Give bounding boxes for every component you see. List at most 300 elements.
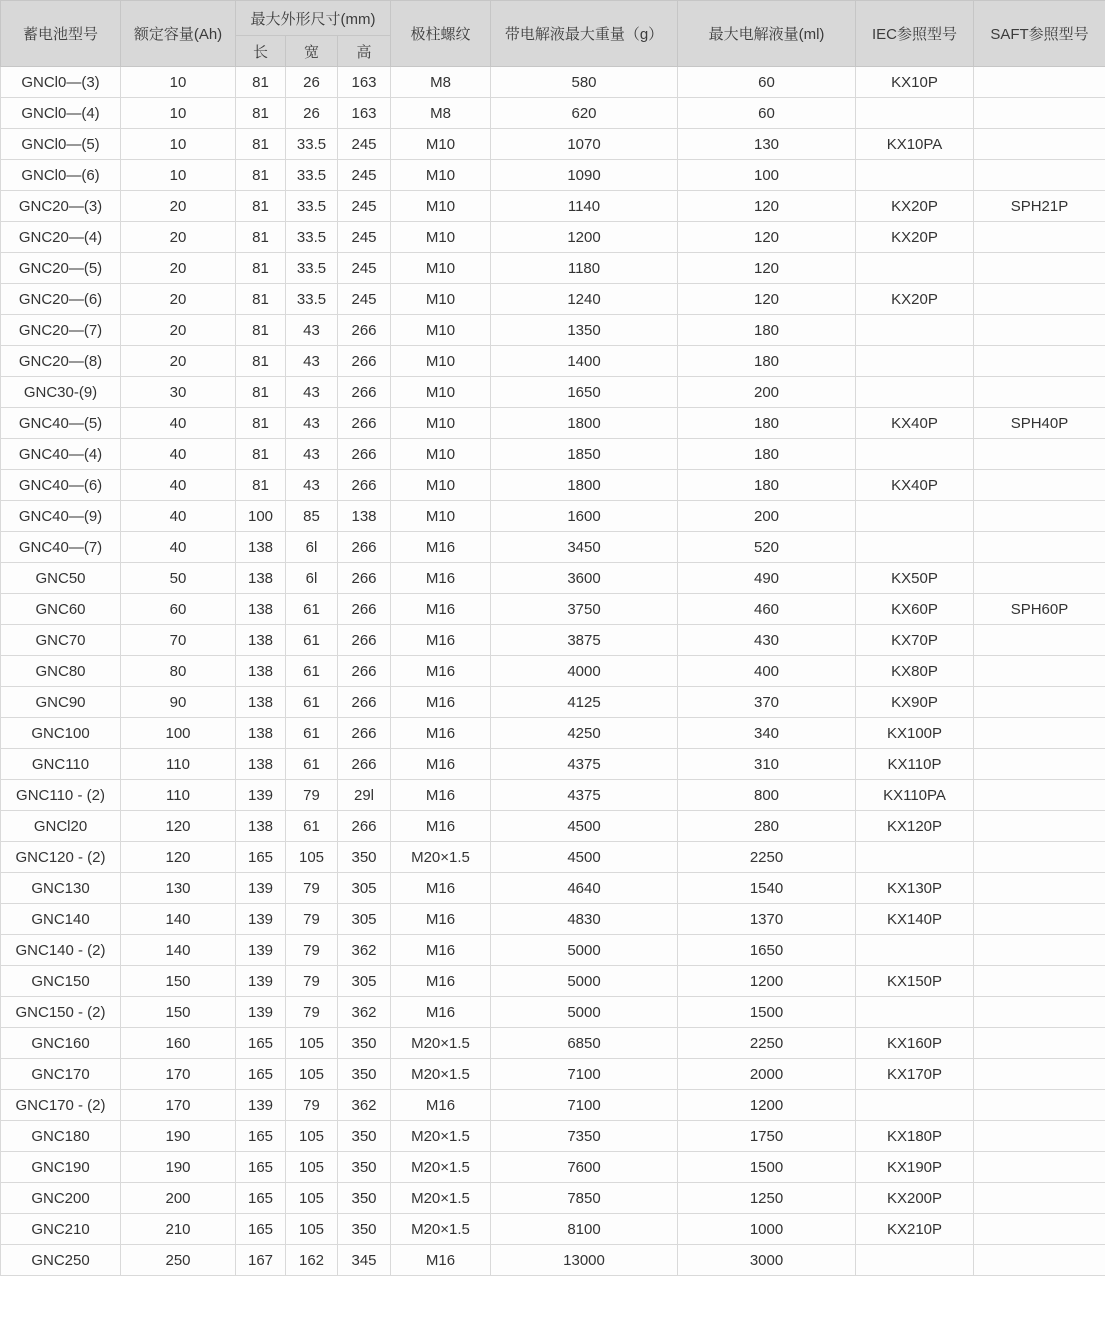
table-cell: 79 [286, 966, 338, 997]
table-cell: 400 [678, 656, 856, 687]
table-cell: GNC190 [1, 1152, 121, 1183]
table-cell: 4375 [491, 749, 678, 780]
table-cell: 26 [286, 98, 338, 129]
table-cell: 79 [286, 1090, 338, 1121]
table-cell: M16 [391, 935, 491, 966]
table-row [1, 904, 1105, 935]
table-cell: 61 [286, 811, 338, 842]
table-cell: GNC170 - (2) [1, 1090, 121, 1121]
table-cell: M8 [391, 98, 491, 129]
table-cell: 139 [236, 904, 286, 935]
table-cell: 7600 [491, 1152, 678, 1183]
table-cell: M16 [391, 1090, 491, 1121]
table-cell: 266 [338, 718, 391, 749]
table-cell: 310 [678, 749, 856, 780]
table-cell: M16 [391, 997, 491, 1028]
table-row [1, 966, 1105, 997]
column-header-iec: IEC参照型号 [856, 1, 974, 67]
table-cell: 79 [286, 997, 338, 1028]
table-cell [974, 904, 1105, 935]
column-header-height: 高 [338, 36, 391, 67]
table-cell: KX10P [856, 67, 974, 98]
table-cell: KX100P [856, 718, 974, 749]
table-row [1, 160, 1105, 191]
table-cell: 1600 [491, 501, 678, 532]
table-row [1, 253, 1105, 284]
table-cell [974, 470, 1105, 501]
column-header-saft: SAFT参照型号 [974, 1, 1105, 67]
table-cell: 162 [286, 1245, 338, 1276]
table-cell: 165 [236, 1059, 286, 1090]
table-cell: 81 [236, 408, 286, 439]
table-cell: 43 [286, 408, 338, 439]
table-cell: M10 [391, 160, 491, 191]
table-cell: 4375 [491, 780, 678, 811]
table-cell: GNCl0—(4) [1, 98, 121, 129]
table-cell: 6l [286, 563, 338, 594]
table-cell: GNCl20 [1, 811, 121, 842]
table-cell: GNC130 [1, 873, 121, 904]
table-cell: 40 [121, 501, 236, 532]
table-cell: M16 [391, 687, 491, 718]
table-row [1, 780, 1105, 811]
table-cell: 163 [338, 67, 391, 98]
table-cell: M16 [391, 718, 491, 749]
table-cell: GNC250 [1, 1245, 121, 1276]
table-cell: 7350 [491, 1121, 678, 1152]
table-cell: GNC70 [1, 625, 121, 656]
table-cell: 138 [236, 811, 286, 842]
table-cell [974, 1028, 1105, 1059]
table-cell: 20 [121, 315, 236, 346]
table-cell: 139 [236, 873, 286, 904]
table-cell: 60 [678, 67, 856, 98]
table-body [1, 67, 1105, 1276]
table-cell: 20 [121, 284, 236, 315]
table-cell: 362 [338, 1090, 391, 1121]
table-cell: 4500 [491, 842, 678, 873]
table-cell: 180 [678, 408, 856, 439]
table-cell [856, 253, 974, 284]
table-cell: 139 [236, 780, 286, 811]
table-cell: 1400 [491, 346, 678, 377]
table-cell: 40 [121, 532, 236, 563]
table-cell: M16 [391, 780, 491, 811]
table-cell: 139 [236, 1090, 286, 1121]
table-cell: GNC40—(5) [1, 408, 121, 439]
table-cell: GNC90 [1, 687, 121, 718]
table-cell: M16 [391, 563, 491, 594]
table-row [1, 1090, 1105, 1121]
table-cell [974, 129, 1105, 160]
table-cell: 2000 [678, 1059, 856, 1090]
table-cell: GNC80 [1, 656, 121, 687]
table-cell: 81 [236, 439, 286, 470]
table-cell: 3750 [491, 594, 678, 625]
table-cell: GNC60 [1, 594, 121, 625]
table-cell: 1540 [678, 873, 856, 904]
table-cell: 140 [121, 904, 236, 935]
table-cell: 20 [121, 191, 236, 222]
table-cell: M20×1.5 [391, 1059, 491, 1090]
table-cell: GNC30-(9) [1, 377, 121, 408]
table-cell: 245 [338, 160, 391, 191]
table-cell: 130 [678, 129, 856, 160]
table-header [1, 1, 1105, 67]
table-cell: 30 [121, 377, 236, 408]
table-cell: 33.5 [286, 191, 338, 222]
table-cell [974, 1121, 1105, 1152]
table-row [1, 749, 1105, 780]
table-cell: M16 [391, 811, 491, 842]
table-cell: 138 [236, 718, 286, 749]
table-cell: 10 [121, 67, 236, 98]
table-cell [974, 873, 1105, 904]
table-cell: M20×1.5 [391, 1214, 491, 1245]
table-cell: M8 [391, 67, 491, 98]
table-cell: 1200 [678, 966, 856, 997]
table-cell: 43 [286, 315, 338, 346]
table-cell: 520 [678, 532, 856, 563]
table-cell [974, 563, 1105, 594]
table-cell: 105 [286, 1214, 338, 1245]
table-cell: GNC110 [1, 749, 121, 780]
table-cell: 4500 [491, 811, 678, 842]
table-cell: 160 [121, 1028, 236, 1059]
table-cell: 120 [121, 842, 236, 873]
table-cell: 139 [236, 935, 286, 966]
table-cell: M10 [391, 191, 491, 222]
table-cell: 245 [338, 222, 391, 253]
table-cell [856, 1245, 974, 1276]
table-row [1, 191, 1105, 222]
table-cell: M20×1.5 [391, 1028, 491, 1059]
table-cell: M10 [391, 408, 491, 439]
table-cell: 1250 [678, 1183, 856, 1214]
table-cell: 245 [338, 284, 391, 315]
table-cell: 61 [286, 594, 338, 625]
table-cell: 5000 [491, 997, 678, 1028]
table-cell: KX110P [856, 749, 974, 780]
table-cell: 1850 [491, 439, 678, 470]
table-cell: 79 [286, 873, 338, 904]
table-cell: GNC100 [1, 718, 121, 749]
table-cell: 350 [338, 1028, 391, 1059]
table-cell: SPH40P [974, 408, 1105, 439]
table-cell: KX190P [856, 1152, 974, 1183]
table-row [1, 501, 1105, 532]
table-cell: 40 [121, 408, 236, 439]
table-cell: M10 [391, 284, 491, 315]
table-cell: 4000 [491, 656, 678, 687]
table-cell [856, 1090, 974, 1121]
table-cell: 3000 [678, 1245, 856, 1276]
table-cell [974, 98, 1105, 129]
table-cell [856, 377, 974, 408]
table-cell: 6850 [491, 1028, 678, 1059]
table-cell: 800 [678, 780, 856, 811]
table-cell [856, 532, 974, 563]
table-cell: GNC170 [1, 1059, 121, 1090]
table-cell: 61 [286, 625, 338, 656]
header-row-main [1, 1, 1105, 36]
table-cell [974, 222, 1105, 253]
table-cell [974, 439, 1105, 470]
table-cell: 1350 [491, 315, 678, 346]
table-cell: GNCl0—(6) [1, 160, 121, 191]
table-cell: 105 [286, 1152, 338, 1183]
table-cell: 138 [236, 532, 286, 563]
table-cell: 138 [236, 563, 286, 594]
table-row [1, 935, 1105, 966]
table-cell: 60 [121, 594, 236, 625]
table-cell: KX210P [856, 1214, 974, 1245]
table-cell: 43 [286, 377, 338, 408]
table-cell: 245 [338, 129, 391, 160]
table-cell: 138 [236, 687, 286, 718]
table-row [1, 346, 1105, 377]
column-header-width: 宽 [286, 36, 338, 67]
table-cell: M10 [391, 501, 491, 532]
table-cell: 3450 [491, 532, 678, 563]
table-cell: 150 [121, 997, 236, 1028]
table-cell: 120 [678, 284, 856, 315]
table-cell: 120 [678, 253, 856, 284]
table-cell: 29l [338, 780, 391, 811]
table-cell: 165 [236, 1152, 286, 1183]
table-row [1, 1245, 1105, 1276]
table-cell [856, 935, 974, 966]
table-cell [856, 501, 974, 532]
table-cell: KX10PA [856, 129, 974, 160]
table-cell: 7100 [491, 1059, 678, 1090]
table-cell: 7850 [491, 1183, 678, 1214]
table-row [1, 1214, 1105, 1245]
table-cell: 1370 [678, 904, 856, 935]
table-cell: M16 [391, 904, 491, 935]
table-cell: 33.5 [286, 253, 338, 284]
table-cell [856, 842, 974, 873]
table-cell: GNCl0—(5) [1, 129, 121, 160]
table-cell: 13000 [491, 1245, 678, 1276]
table-cell: 80 [121, 656, 236, 687]
table-cell: 170 [121, 1059, 236, 1090]
table-cell [974, 315, 1105, 346]
table-cell: KX90P [856, 687, 974, 718]
table-cell: 180 [678, 470, 856, 501]
table-cell: 100 [121, 718, 236, 749]
table-cell [974, 780, 1105, 811]
table-cell: GNC20—(6) [1, 284, 121, 315]
table-cell: 266 [338, 315, 391, 346]
table-cell: 50 [121, 563, 236, 594]
table-cell: KX130P [856, 873, 974, 904]
table-cell: 266 [338, 470, 391, 501]
table-row [1, 811, 1105, 842]
table-cell: 460 [678, 594, 856, 625]
table-cell: KX110PA [856, 780, 974, 811]
table-cell: 1070 [491, 129, 678, 160]
table-cell: 165 [236, 842, 286, 873]
table-cell: 180 [678, 315, 856, 346]
table-cell: 138 [338, 501, 391, 532]
table-cell: 266 [338, 377, 391, 408]
table-cell: 350 [338, 1214, 391, 1245]
table-cell: 5000 [491, 935, 678, 966]
table-cell [974, 1059, 1105, 1090]
table-cell: 180 [678, 346, 856, 377]
table-cell: 1750 [678, 1121, 856, 1152]
table-cell: M10 [391, 439, 491, 470]
table-cell: 3875 [491, 625, 678, 656]
table-cell: M20×1.5 [391, 1121, 491, 1152]
table-cell: M16 [391, 873, 491, 904]
table-cell: 100 [236, 501, 286, 532]
table-cell [974, 842, 1105, 873]
table-cell: 33.5 [286, 222, 338, 253]
table-cell: 100 [678, 160, 856, 191]
table-cell: 266 [338, 439, 391, 470]
table-cell: 110 [121, 749, 236, 780]
table-cell: M10 [391, 315, 491, 346]
table-cell: 138 [236, 594, 286, 625]
table-cell: 81 [236, 191, 286, 222]
table-cell: 1650 [678, 935, 856, 966]
table-cell: M20×1.5 [391, 1183, 491, 1214]
table-cell: 490 [678, 563, 856, 594]
table-cell: 40 [121, 470, 236, 501]
table-cell: M16 [391, 966, 491, 997]
table-cell: 350 [338, 1152, 391, 1183]
table-cell: 1200 [678, 1090, 856, 1121]
table-cell: GNC150 [1, 966, 121, 997]
table-cell: GNC110 - (2) [1, 780, 121, 811]
table-row [1, 284, 1105, 315]
table-cell: KX40P [856, 408, 974, 439]
table-cell: 266 [338, 532, 391, 563]
column-header-thread: 极柱螺纹 [391, 1, 491, 67]
table-cell: 350 [338, 842, 391, 873]
table-cell: 6l [286, 532, 338, 563]
table-cell: 370 [678, 687, 856, 718]
table-cell: 10 [121, 160, 236, 191]
table-cell: 81 [236, 67, 286, 98]
table-cell: KX70P [856, 625, 974, 656]
table-cell: 1500 [678, 1152, 856, 1183]
table-cell: 20 [121, 346, 236, 377]
table-cell [974, 346, 1105, 377]
table-row [1, 594, 1105, 625]
table-cell: KX200P [856, 1183, 974, 1214]
table-cell: 81 [236, 470, 286, 501]
table-cell: 1800 [491, 408, 678, 439]
table-cell: GNC180 [1, 1121, 121, 1152]
column-header-length: 长 [236, 36, 286, 67]
table-cell: 190 [121, 1152, 236, 1183]
table-cell: 170 [121, 1090, 236, 1121]
table-row [1, 997, 1105, 1028]
table-cell: 167 [236, 1245, 286, 1276]
table-cell: 105 [286, 842, 338, 873]
table-cell: 120 [678, 191, 856, 222]
table-cell: 1180 [491, 253, 678, 284]
table-cell: M16 [391, 656, 491, 687]
table-cell: GNC20—(3) [1, 191, 121, 222]
table-cell: 139 [236, 966, 286, 997]
table-cell: 200 [678, 501, 856, 532]
table-cell: M10 [391, 253, 491, 284]
table-row [1, 1183, 1105, 1214]
table-cell [974, 1245, 1105, 1276]
table-cell [974, 625, 1105, 656]
table-row [1, 687, 1105, 718]
table-cell [974, 1214, 1105, 1245]
table-cell: 4250 [491, 718, 678, 749]
table-cell: 165 [236, 1028, 286, 1059]
table-cell: 81 [236, 253, 286, 284]
table-cell: 4830 [491, 904, 678, 935]
table-cell [974, 1090, 1105, 1121]
table-cell [974, 749, 1105, 780]
table-cell: 140 [121, 935, 236, 966]
table-cell: 266 [338, 749, 391, 780]
table-row [1, 470, 1105, 501]
table-cell: 79 [286, 780, 338, 811]
table-cell: 250 [121, 1245, 236, 1276]
table-cell: KX120P [856, 811, 974, 842]
table-cell: 81 [236, 98, 286, 129]
table-cell: 20 [121, 222, 236, 253]
table-cell: 266 [338, 346, 391, 377]
table-cell: M10 [391, 129, 491, 160]
table-row [1, 98, 1105, 129]
table-cell: 138 [236, 749, 286, 780]
table-cell: GNC120 - (2) [1, 842, 121, 873]
table-row [1, 656, 1105, 687]
table-cell: M16 [391, 749, 491, 780]
table-cell: 350 [338, 1121, 391, 1152]
table-cell: 620 [491, 98, 678, 129]
table-cell: 362 [338, 935, 391, 966]
table-cell: 3600 [491, 563, 678, 594]
table-cell: 105 [286, 1183, 338, 1214]
column-header-dimensions: 最大外形尺寸(mm) [236, 1, 391, 36]
table-cell [974, 1152, 1105, 1183]
table-row [1, 67, 1105, 98]
table-cell: 110 [121, 780, 236, 811]
table-cell: M10 [391, 377, 491, 408]
table-cell: 7100 [491, 1090, 678, 1121]
table-row [1, 1121, 1105, 1152]
table-cell: 43 [286, 439, 338, 470]
table-cell: 81 [236, 222, 286, 253]
table-cell: 4125 [491, 687, 678, 718]
table-cell: 280 [678, 811, 856, 842]
table-cell: 81 [236, 160, 286, 191]
table-row [1, 1152, 1105, 1183]
table-cell: 26 [286, 67, 338, 98]
table-row [1, 873, 1105, 904]
table-row [1, 439, 1105, 470]
table-cell: SPH21P [974, 191, 1105, 222]
table-cell: M16 [391, 625, 491, 656]
table-cell: 139 [236, 997, 286, 1028]
table-cell: GNC210 [1, 1214, 121, 1245]
table-cell: 4640 [491, 873, 678, 904]
table-cell: 130 [121, 873, 236, 904]
table-cell: 60 [678, 98, 856, 129]
table-cell: M20×1.5 [391, 842, 491, 873]
